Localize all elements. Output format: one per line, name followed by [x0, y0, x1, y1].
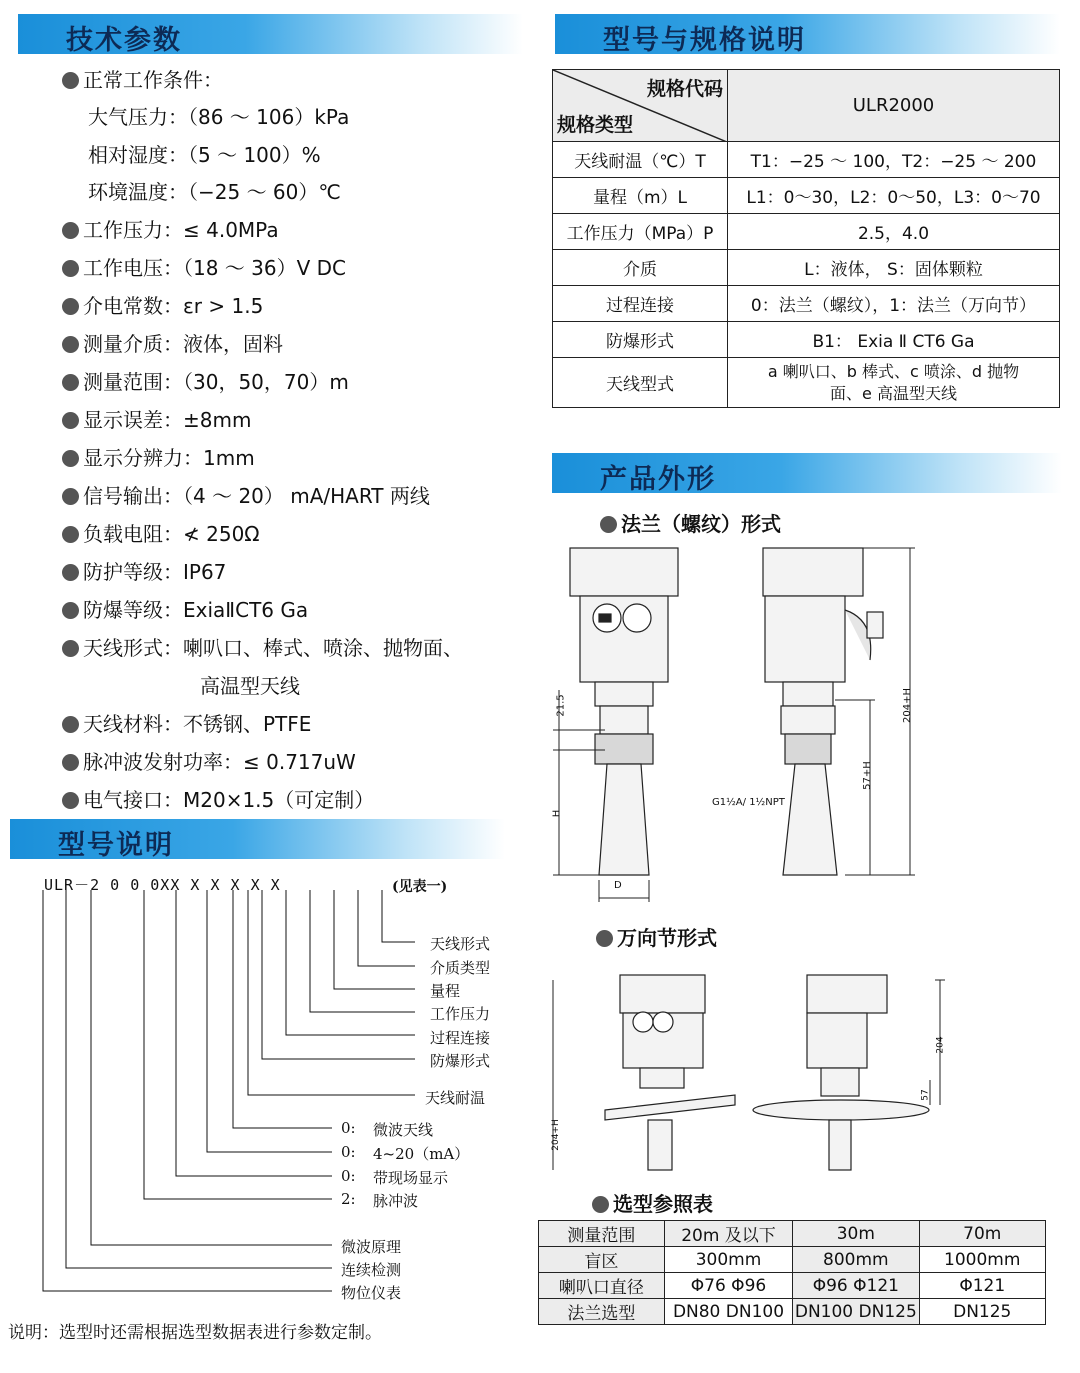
spec-item [62, 746, 356, 775]
code-digit-label: 带现场显示 [373, 1169, 449, 1187]
spec-item [62, 594, 308, 623]
spec-item [62, 404, 251, 433]
bullet-icon [62, 72, 79, 89]
spec-item [62, 480, 430, 509]
selection-cell: Φ96 Φ121 [793, 1273, 919, 1299]
selection-header-cell: 70m [919, 1221, 1046, 1247]
spec-item [62, 632, 463, 661]
spec-table-row [553, 142, 1060, 178]
dim-21-5: 21.5 [555, 694, 567, 717]
code-digit-label: 脉冲波 [373, 1192, 419, 1210]
spec-item [62, 784, 374, 813]
spec-table-row [553, 214, 1060, 250]
spec-item [62, 366, 349, 395]
spec-item [62, 328, 283, 357]
selection-cell: 法兰选型 [539, 1299, 665, 1325]
spec-type-cell: 天线耐温（℃）T [553, 142, 728, 178]
bullet-icon [592, 1196, 609, 1213]
selection-cell: 1000mm [919, 1247, 1046, 1273]
spec-text: 高温型天线 [200, 674, 300, 698]
selection-cell: 300mm [664, 1247, 792, 1273]
code-label: 介质类型 [430, 959, 491, 977]
bullet-icon [62, 412, 79, 429]
spec-item [62, 708, 311, 737]
selection-cell: Φ121 [919, 1273, 1046, 1299]
bullet-icon [600, 516, 617, 533]
spec-text: 防爆等级：ExiaⅡCT6 Ga [83, 598, 309, 622]
selection-cell: 盲区 [539, 1247, 665, 1273]
spec-text: 信号输出：（4 ～ 20） mA/HART 两线 [83, 484, 430, 508]
model-desc-header-title: 型号说明 [58, 830, 174, 861]
spec-code: ULR2000 [728, 70, 1060, 142]
dim-thread: G1½A/ 1½NPT [712, 797, 785, 808]
spec-value-cell: 2.5，4.0 [728, 214, 1060, 250]
code-label: 过程连接 [430, 1029, 491, 1047]
spec-type-cell: 工作压力（MPa）P [553, 214, 728, 250]
bullet-icon [62, 602, 79, 619]
spec-item [62, 518, 260, 547]
bullet-icon [62, 260, 79, 277]
flange-title: 法兰（螺纹）形式 [600, 508, 781, 537]
spec-value-cell: L：液体， S：固体颗粒 [728, 250, 1060, 286]
spec-text: 负载电阻：≮ 250Ω [83, 522, 260, 546]
spec-text: 工作压力：≤ 4.0MPa [83, 218, 279, 242]
selection-header-cell: 30m [793, 1221, 919, 1247]
bullet-icon [596, 930, 613, 947]
bullet-icon [62, 488, 79, 505]
model-spec-header-title: 型号与规格说明 [603, 25, 806, 56]
spec-value-cell: 0：法兰（螺纹），1：法兰（万向节） [728, 286, 1060, 322]
model-desc-header [10, 819, 505, 859]
selection-cell: DN80 DN100 [664, 1299, 792, 1325]
spec-value-cell: T1：−25 ～ 100，T2：−25 ～ 200 [728, 142, 1060, 178]
spec-item [88, 101, 349, 130]
selection-cell: 喇叭口直径 [539, 1273, 665, 1299]
selection-header-cell: 测量范围 [539, 1221, 665, 1247]
selection-cell: DN100 DN125 [793, 1299, 919, 1325]
spec-text: 大气压力：（86 ～ 106）kPa [88, 105, 350, 129]
code-digit: 0: [341, 1119, 356, 1137]
spec-type-cell: 天线型式 [553, 358, 728, 408]
spec-text: 脉冲波发射功率：≤ 0.717uW [83, 750, 356, 774]
spec-item [62, 64, 223, 93]
code-label: 量程 [430, 982, 461, 1000]
appearance-header-title: 产品外形 [600, 464, 716, 495]
code-prefix-label: 物位仪表 [341, 1284, 402, 1302]
code-digit: 2: [341, 1190, 356, 1208]
code-label: 防爆形式 [430, 1052, 491, 1070]
code-label: 工作压力 [430, 1005, 491, 1023]
spec-value-cell: a 喇叭口、b 棒式、c 喷涂、d 抛物面、e 高温型天线 [728, 358, 1060, 408]
bullet-icon [62, 754, 79, 771]
selection-header-row [539, 1221, 1046, 1247]
bullet-icon [62, 222, 79, 239]
dim-204: 204 [935, 1036, 946, 1054]
spec-text: 天线材料：不锈钢、PTFE [83, 712, 312, 736]
bullet-icon [62, 374, 79, 391]
dim-d: D [614, 880, 622, 891]
dim-204-h: 204+H [902, 688, 913, 723]
dim-57: 57 [920, 1089, 931, 1101]
spec-text: 相对湿度：（5 ～ 100）% [88, 143, 321, 167]
model-spec-header [555, 14, 1060, 54]
bullet-icon [62, 526, 79, 543]
code-digit: 0: [341, 1143, 356, 1161]
spec-text: 显示分辨力：1mm [83, 446, 255, 470]
selection-row [539, 1247, 1046, 1273]
flange-drawings [545, 540, 1065, 920]
spec-item [62, 214, 279, 243]
code-label: 天线形式 [430, 935, 491, 953]
bullet-icon [62, 298, 79, 315]
selection-title: 选型参照表 [592, 1188, 713, 1217]
selection-table [538, 1220, 1046, 1325]
spec-type-cell: 介质 [553, 250, 728, 286]
model-code: ULR－2 0 0 0XX X X X X X [44, 876, 281, 894]
corner-bottom-label: 规格类型 [557, 114, 634, 136]
code-digit-label: 微波天线 [373, 1121, 434, 1139]
bullet-icon [62, 450, 79, 467]
spec-table-corner [553, 70, 728, 142]
code-prefix-label: 微波原理 [341, 1238, 402, 1256]
spec-value-cell: B1： Exia Ⅱ CT6 Ga [728, 322, 1060, 358]
spec-table-row [553, 322, 1060, 358]
bullet-icon [62, 564, 79, 581]
tech-header [18, 14, 523, 54]
spec-text: 防护等级：IP67 [83, 560, 227, 584]
selection-cell: DN125 [919, 1299, 1046, 1325]
selection-header-cell: 20m 及以下 [664, 1221, 792, 1247]
spec-text: 测量范围：（30，50，70）m [83, 370, 349, 394]
corner-top-label: 规格代码 [646, 78, 723, 100]
spec-text: 工作电压：（18 ～ 36）V DC [83, 256, 347, 280]
spec-text: 显示误差：±8mm [83, 408, 252, 432]
spec-text: 电气接口：M20×1.5（可定制） [83, 788, 375, 812]
spec-value-cell: L1：0～30，L2：0～50，L3：0～70 [728, 178, 1060, 214]
spec-type-cell: 防爆形式 [553, 322, 728, 358]
spec-item [200, 670, 300, 699]
appearance-header [552, 453, 1062, 493]
spec-table [552, 69, 1060, 408]
spec-table-row [553, 250, 1060, 286]
tech-header-title: 技术参数 [66, 25, 182, 56]
spec-text: 天线形式：喇叭口、棒式、喷涂、抛物面、 [83, 636, 463, 660]
dim-universal-204-h: 204+H [550, 1119, 561, 1151]
footnote: 说明：选型时还需根据选型数据表进行参数定制。 [8, 1323, 382, 1343]
bullet-icon [62, 792, 79, 809]
spec-text: 正常工作条件： [83, 68, 223, 92]
spec-item [62, 290, 263, 319]
selection-cell: Φ76 Φ96 [664, 1273, 792, 1299]
spec-type-cell: 过程连接 [553, 286, 728, 322]
selection-row [539, 1273, 1046, 1299]
code-digit-label: 4~20（mA） [373, 1145, 470, 1163]
selection-cell: 800mm [793, 1247, 919, 1273]
spec-table-row [553, 358, 1060, 408]
spec-item [88, 176, 341, 205]
spec-table-row [553, 178, 1060, 214]
bullet-icon [62, 336, 79, 353]
spec-table-row [553, 286, 1060, 322]
spec-item [62, 252, 346, 281]
spec-text: 介电常数：εr > 1.5 [83, 294, 264, 318]
spec-item [62, 556, 226, 585]
dim-h: H [551, 809, 563, 818]
code-digit: 0: [341, 1167, 356, 1185]
universal-drawings [545, 970, 1065, 1180]
bullet-icon [62, 640, 79, 657]
code-prefix-label: 连续检测 [341, 1261, 402, 1279]
bullet-icon [62, 716, 79, 733]
model-code-note: (见表一) [392, 879, 448, 895]
universal-title: 万向节形式 [596, 922, 717, 951]
spec-item [62, 442, 255, 471]
spec-item [88, 139, 321, 168]
selection-row [539, 1299, 1046, 1325]
spec-text: 环境温度：（−25 ～ 60）℃ [88, 180, 341, 204]
dim-57-h: 57+H [861, 761, 873, 790]
spec-type-cell: 量程（m）L [553, 178, 728, 214]
spec-text: 测量介质：液体，固料 [83, 332, 283, 356]
code-label: 天线耐温 [425, 1089, 486, 1107]
